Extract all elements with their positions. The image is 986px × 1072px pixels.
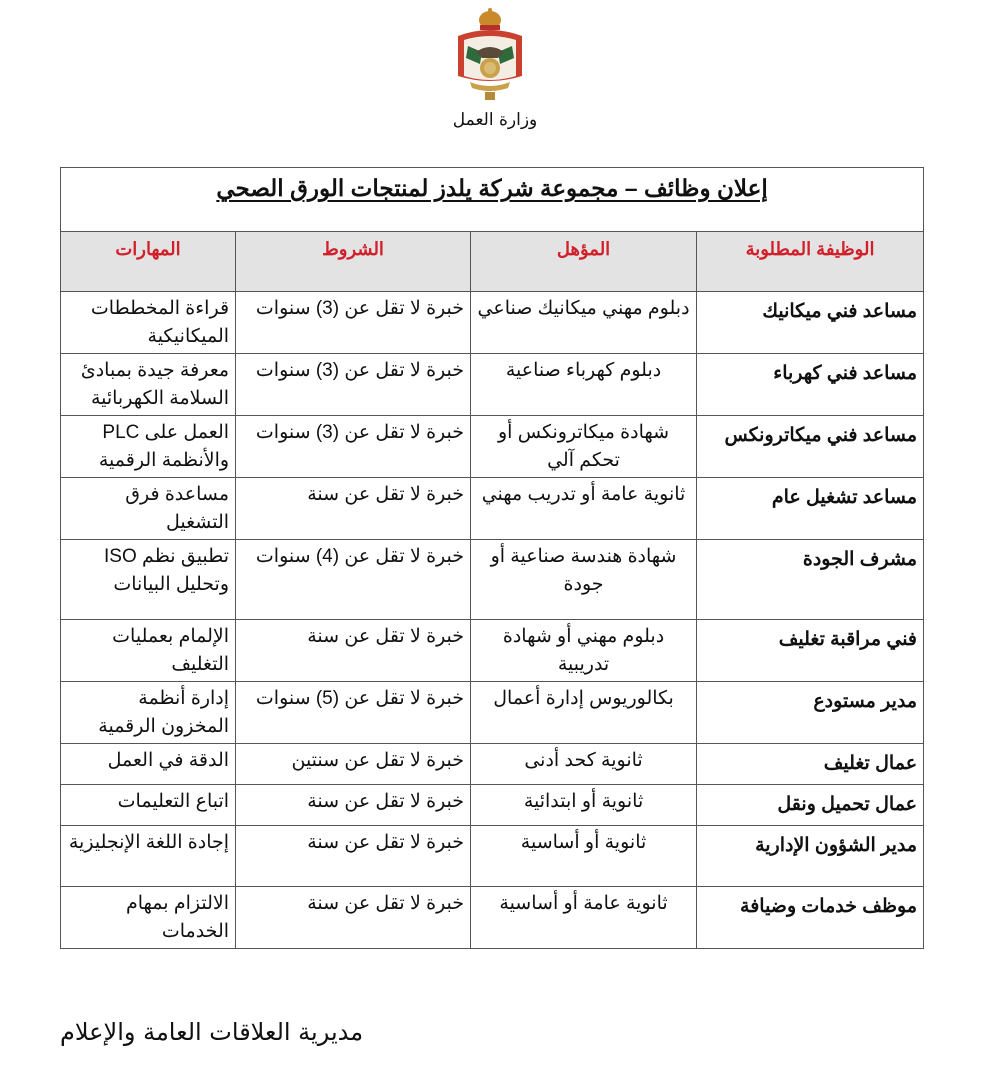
cell-job: مساعد فني كهرباء [697, 354, 924, 416]
table-row [61, 416, 924, 478]
cell-skills: الإلمام بعمليات التغليف [61, 620, 236, 682]
cell-skills: تطبيق نظم ISO وتحليل البيانات [61, 540, 236, 620]
table-row [61, 354, 924, 416]
cell-qualification: شهادة هندسة صناعية أو جودة [471, 540, 697, 620]
cell-conditions: خبرة لا تقل عن (3) سنوات [236, 292, 471, 354]
cell-qualification: دبلوم مهني أو شهادة تدريبية [471, 620, 697, 682]
table-row [61, 682, 924, 744]
cell-job: عمال تحميل ونقل [697, 785, 924, 826]
cell-skills: مساعدة فرق التشغيل [61, 478, 236, 540]
cell-job: مساعد فني ميكانيك [697, 292, 924, 354]
cell-skills: الالتزام بمهام الخدمات [61, 887, 236, 949]
footer-department: مديرية العلاقات العامة والإعلام [60, 1018, 364, 1046]
cell-skills: اتباع التعليمات [61, 785, 236, 826]
cell-qualification: ثانوية أو ابتدائية [471, 785, 697, 826]
table-row [61, 620, 924, 682]
announcement-title: إعلان وظائف – مجموعة شركة يلدز لمنتجات الورق الصحي [216, 175, 768, 201]
column-header-job: الوظيفة المطلوبة [697, 232, 924, 292]
jordan-emblem-logo [452, 6, 528, 104]
cell-skills: إجادة اللغة الإنجليزية [61, 826, 236, 887]
column-header-skills: المهارات [61, 232, 236, 292]
cell-job: مساعد فني ميكاترونكس [697, 416, 924, 478]
cell-job: عمال تغليف [697, 744, 924, 785]
table-row [61, 887, 924, 949]
cell-qualification: شهادة ميكاترونكس أو تحكم آلي [471, 416, 697, 478]
table-row [61, 478, 924, 540]
cell-job: مساعد تشغيل عام [697, 478, 924, 540]
cell-conditions: خبرة لا تقل عن سنة [236, 478, 471, 540]
cell-job: فني مراقبة تغليف [697, 620, 924, 682]
cell-qualification: ثانوية عامة أو أساسية [471, 887, 697, 949]
column-header-qualification: المؤهل [471, 232, 697, 292]
table-row [61, 540, 924, 620]
cell-qualification: ثانوية أو أساسية [471, 826, 697, 887]
cell-conditions: خبرة لا تقل عن (3) سنوات [236, 416, 471, 478]
table-row [61, 785, 924, 826]
cell-job: مدير مستودع [697, 682, 924, 744]
ministry-name: وزارة العمل [452, 110, 538, 130]
header-row [61, 232, 924, 292]
cell-conditions: خبرة لا تقل عن سنة [236, 785, 471, 826]
cell-conditions: خبرة لا تقل عن (5) سنوات [236, 682, 471, 744]
cell-conditions: خبرة لا تقل عن سنة [236, 826, 471, 887]
table-row [61, 292, 924, 354]
cell-skills: الدقة في العمل [61, 744, 236, 785]
cell-job: مشرف الجودة [697, 540, 924, 620]
title-row [61, 168, 924, 232]
cell-qualification: دبلوم مهني ميكانيك صناعي [471, 292, 697, 354]
cell-conditions: خبرة لا تقل عن سنة [236, 620, 471, 682]
cell-conditions: خبرة لا تقل عن سنتين [236, 744, 471, 785]
cell-conditions: خبرة لا تقل عن (4) سنوات [236, 540, 471, 620]
cell-conditions: خبرة لا تقل عن (3) سنوات [236, 354, 471, 416]
table-row [61, 826, 924, 887]
cell-skills: قراءة المخططات الميكانيكية [61, 292, 236, 354]
cell-qualification: بكالوريوس إدارة أعمال [471, 682, 697, 744]
cell-skills: إدارة أنظمة المخزون الرقمية [61, 682, 236, 744]
table-body [61, 292, 924, 949]
cell-qualification: دبلوم كهرباء صناعية [471, 354, 697, 416]
cell-qualification: ثانوية عامة أو تدريب مهني [471, 478, 697, 540]
column-header-conditions: الشروط [236, 232, 471, 292]
cell-skills: معرفة جيدة بمبادئ السلامة الكهربائية [61, 354, 236, 416]
cell-job: مدير الشؤون الإدارية [697, 826, 924, 887]
table-row [61, 744, 924, 785]
cell-conditions: خبرة لا تقل عن سنة [236, 887, 471, 949]
cell-qualification: ثانوية كحد أدنى [471, 744, 697, 785]
cell-skills: العمل على PLC والأنظمة الرقمية [61, 416, 236, 478]
cell-job: موظف خدمات وضيافة [697, 887, 924, 949]
announcement-title-cell [61, 168, 924, 232]
coat-of-arms-icon [452, 6, 528, 104]
jobs-table [60, 167, 924, 949]
